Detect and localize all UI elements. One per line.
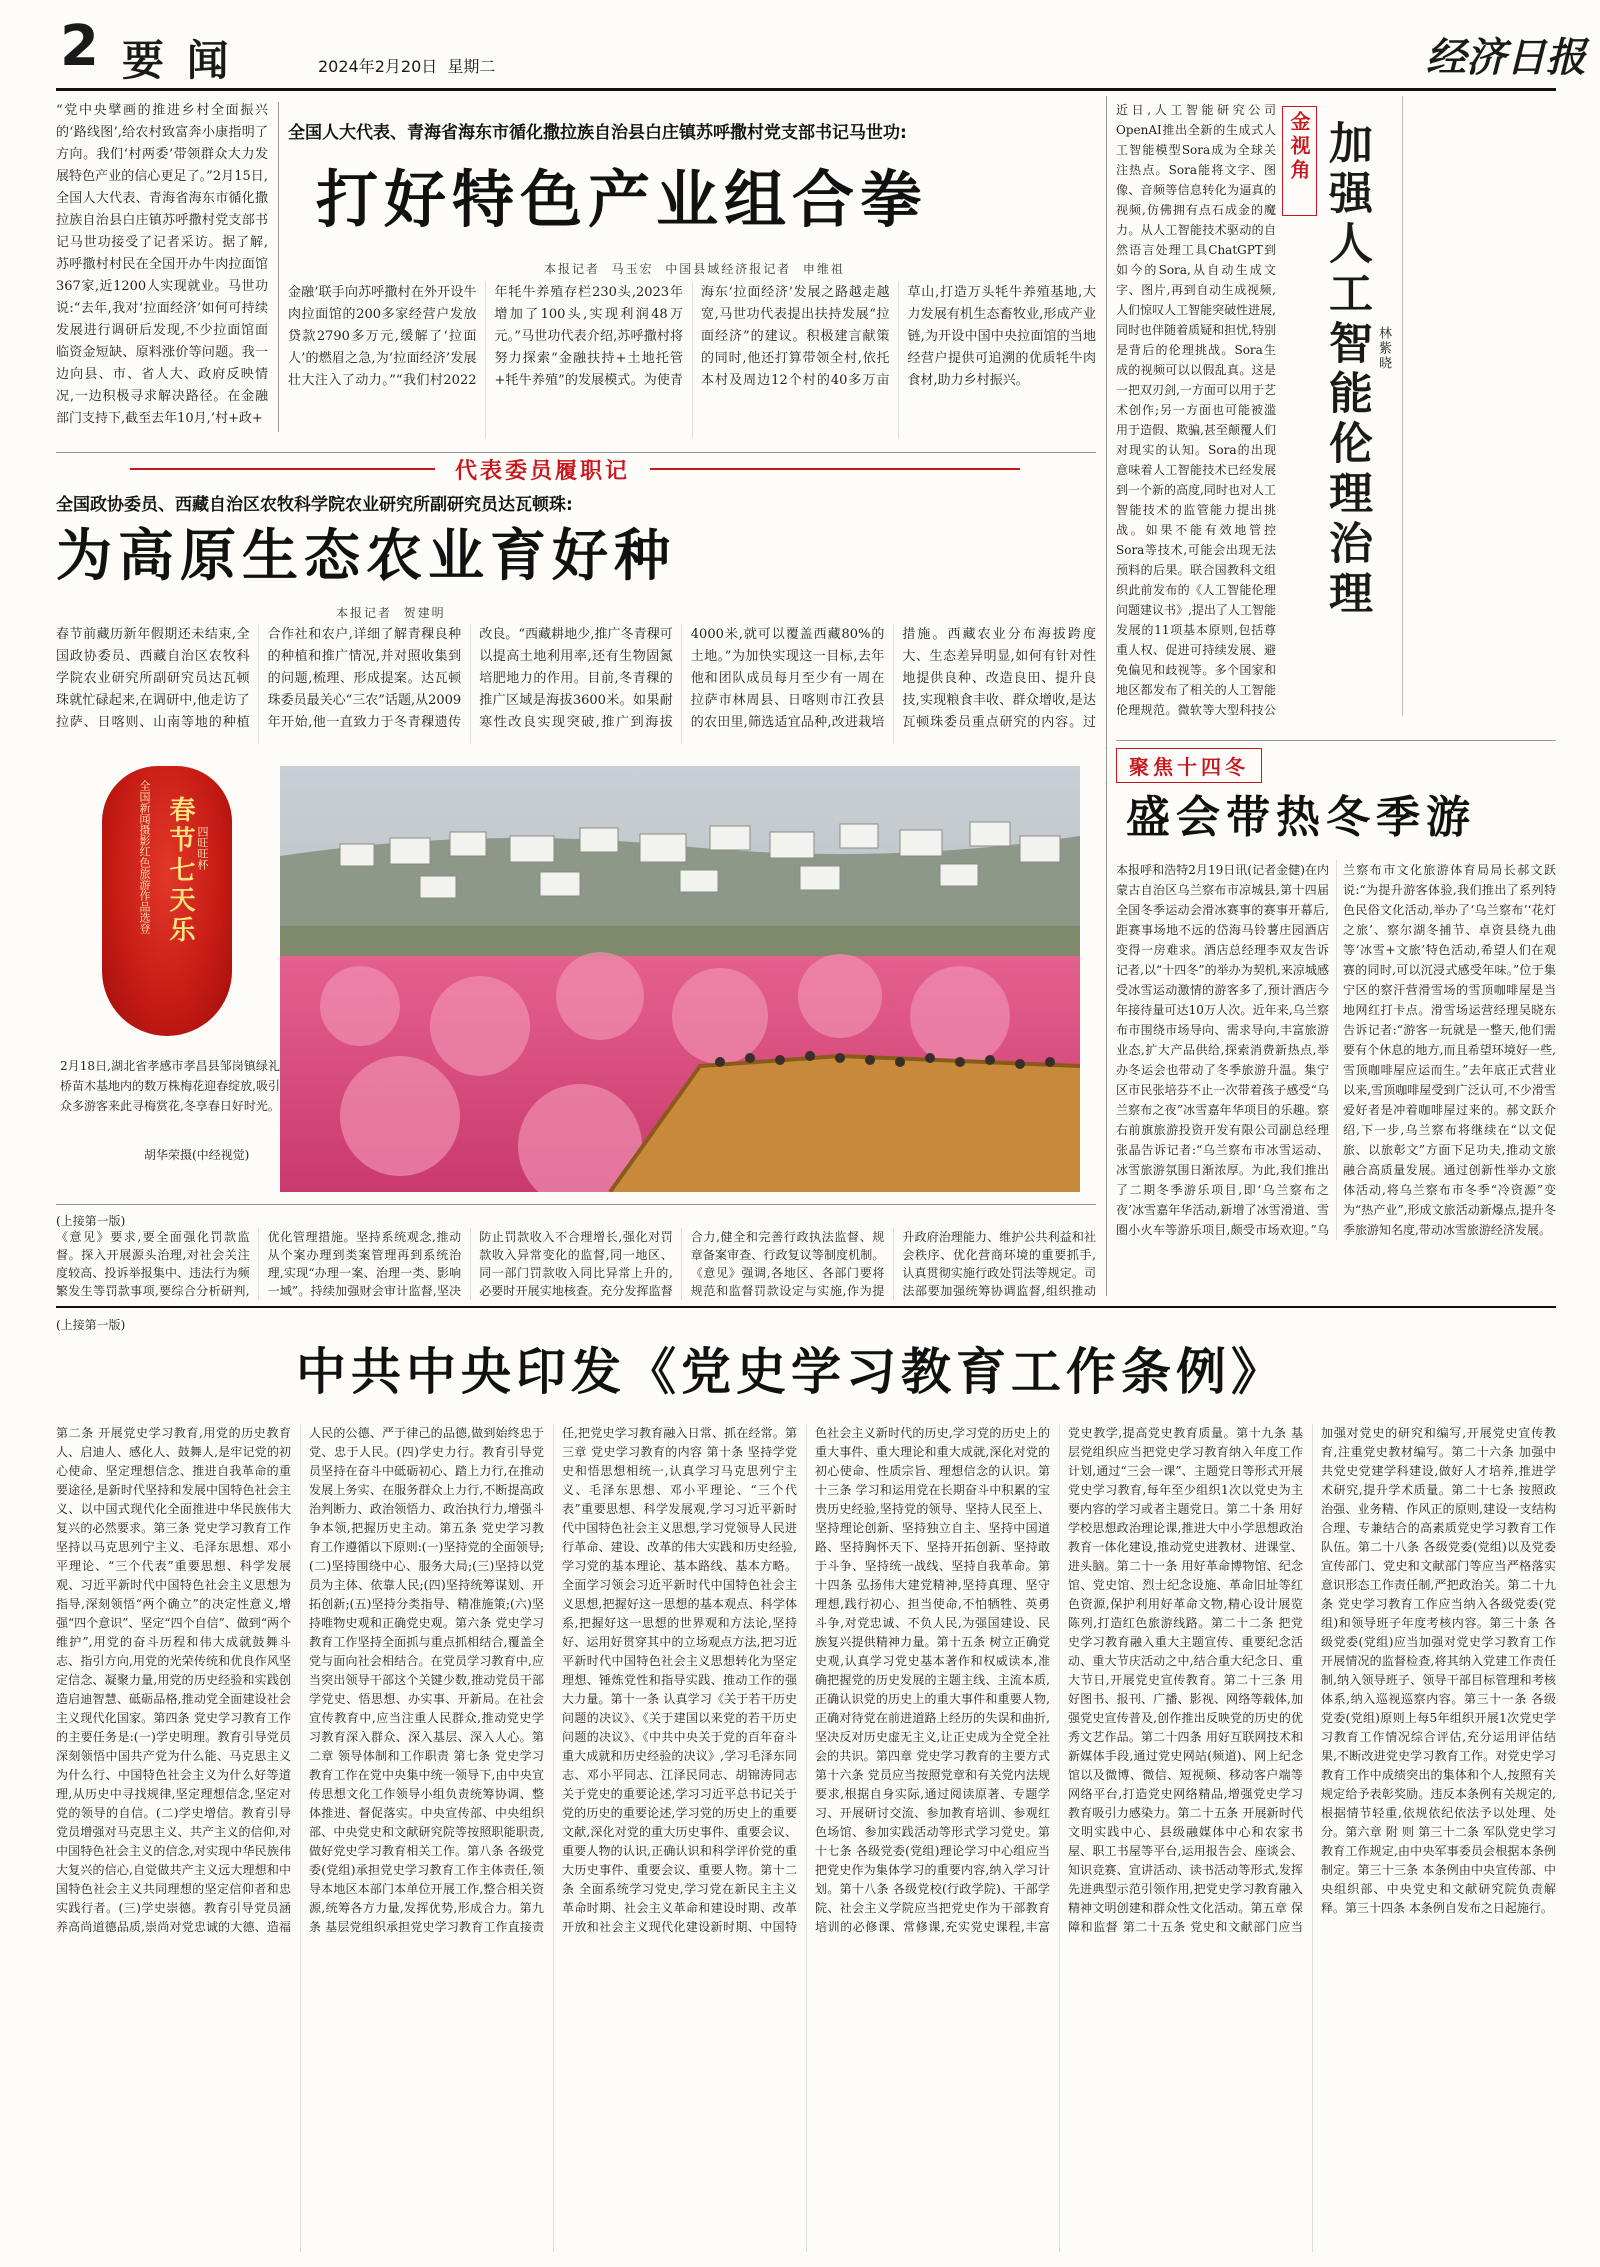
article1-lead: “党中央擘画的推进乡村全面振兴的‘路线图’,给农村致富奔小康指明了方向。我们‘村两委’带领群众大力发展特色产业的信心更足了。”2月15日,全国人大代表、青海省海东市循化撒拉族自治县白庄镇苏呼撒村党支部书记马世功接受了记者采访。据了解,苏呼撒村村民在全国开办牛肉拉面馆367家,近1200人实现就业。马世功说:“去年,我对‘拉面经济’如何可持续发展进行调研后发现,不少拉面馆面临资金短缺、原料涨价等问题。我一边向县、市、省人大、政府反映情况,一边积极寻求解决路径。在金融部门支持下,截至去年10月,‘村+政+ [56, 103, 268, 426]
article5-continued: (上接第一版) [56, 1318, 126, 1332]
article-fines-supervision [56, 1210, 1096, 1300]
opinion-label: 金视角 [1282, 106, 1317, 216]
article4-continued: (上接第一版) [56, 1214, 126, 1228]
paper-logo: 经济日报 [1426, 34, 1586, 81]
photo-side-sub2: 四旺旺杯 [196, 826, 209, 870]
photo-side-subtitle: 全国新闻摄影红色旅游作品选登 [138, 780, 151, 934]
article5-body: 第二条 开展党史学习教育,用党的历史教育人、启迪人、感化人、鼓舞人,是牢记党的初心使命、坚定理想信念、推进自我革命的重要途径,是新时代坚持和发展中国特色社会主义、以中国式现代化全面推进中华民族伟大复兴的必然要求。第三条 党史学习教育工作坚持以马克思列宁主义、毛泽东思想、邓小平理论、“三个代表”重要思想、科学发展观、习近平新时代中国特色社会主义思想为指导,深刻领悟“两个确立”的决定性意义,增强“四个意识”、坚定“四个自信”、做到“两个维护”,用党的奋斗历程和伟大成就鼓舞斗志、指引方向,用党的光荣传统和优良作风坚定信念、凝聚力量,用党的历史经验和实践创造启迪智慧、砥砺品格,推动党全面建设社会主义现代化国家。第四条 党史学习教育工作的主要任务是:(一)学史明理。教育引导党员深刻领悟中国共产党为什么能、马克思主义为什么行、中国特色社会主义为什么好等道理,从历史中寻找规律,坚定理想信念,坚定对党的领导的自信。(二)学史增信。教育引导党员增强对马克思主义、共产主义的信仰,对中国特色社会主义的信念,对实现中华民族伟大复兴的信心,自觉做共产主义远大理想和中国特色社会主义共同理想的坚定信仰者和忠实践行者。(三)学史崇德。教育引导党员涵养高尚道德品质,崇尚对党忠诚的大德、造福人民的公德、严于律己的品德,做到始终忠于党、忠于人民。(四)学史力行。教育引导党员坚持在奋斗中砥砺初心、踏上力行,在推动发展上务实、在服务群众上力行,不断提高政治判断力、政治领悟力、政治执行力,增强斗争本领,把握历史主动。第五条 党史学习教育工作遵循以下原则:(一)坚持党的全面领导;(二)坚持围绕中心、服务大局;(三)坚持以党员为主体、依靠人民;(四)坚持统筹谋划、开拓创新;(五)坚持分类指导、精准施策;(六)坚持唯物史观和正确党史观。第六条 党史学习教育工作坚持全面抓与重点抓相结合,覆盖全党与面向社会相结合。在党员学习教育中,应当突出领导干部这个关键少数,推动党员干部学党史、悟思想、办实事、开新局。在社会宣传教育中,应当注重人民群众,推动党史学习教育深入群众、深入基层、深入人心。第二章 领导体制和工作职责 第七条 党史学习教育工作在党中央集中统一领导下,由中央宣传思想文化工作领导小组负责统筹协调、整体推进、督促落实。中央宣传部、中央组织部、中央党史和文献研究院等按照职能职责,做好党史学习教育相关工作。第八条 各级党委(党组)承担党史学习教育工作主体责任,领导本地区本部门本单位开展工作,整合相关资源,统筹各方力量,发挥优势,形成合力。第九条 基层党组织承担党史学习教育工作直接责任,把党史学习教育融入日常、抓在经常。第三章 党史学习教育的内容 第十条 坚持学党史和悟思想相统一,认真学习马克思列宁主义、毛泽东思想、邓小平理论、“三个代表”重要思想、科学发展观,学习习近平新时代中国特色社会主义思想,学习党领导人民进行革命、建设、改革的伟大实践和历史经验,学习党的基本理论、基本路线、基本方略。全面学习领会习近平新时代中国特色社会主义思想,把握好这一思想的基本观点、科学体系,把握好这一思想的世界观和方法论,坚持好、运用好贯穿其中的立场观点方法,把习近平新时代中国特色社会主义思想转化为坚定理想、锤炼党性和指导实践、推动工作的强大力量。第十一条 认真学习《关于若干历史问题的决议》、《关于建国以来党的若干历史问题的决议》、《中共中央关于党的百年奋斗重大成就和历史经验的决议》,学习毛泽东同志、邓小平同志、江泽民同志、胡锦涛同志关于党史的重要论述,学习习近平总书记关于党的历史的重要论述,学习党的历史上的重要文献,深化对党的重大历史事件、重要会议、重要人物的认识,正确认识和科学评价党的重大历史事件、重要会议、重要人物。第十二条 全面系统学习党史,学习党在新民主主义革命时期、社会主义革命和建设时期、改革开放和社会主义现代化建设新时期、中国特色社会主义新时代的历史,学习党的历史上的重大事件、重大理论和重大成就,深化对党的初心使命、性质宗旨、理想信念的认识。第十三条 学习和运用党在长期奋斗中积累的宝贵历史经验,坚持党的领导、坚持人民至上、坚持理论创新、坚持独立自主、坚持中国道路、坚持胸怀天下、坚持开拓创新、坚持敢于斗争、坚持统一战线、坚持自我革命。第十四条 弘扬伟大建党精神,坚持真理、坚守理想,践行初心、担当使命,不怕牺牲、英勇斗争,对党忠诚、不负人民,为强国建设、民族复兴提供精神力量。第十五条 树立正确党史观,认真学习党史基本著作和权威读本,准确把握党的历史发展的主题主线、主流本质,正确认识党的历史上的重大事件和重要人物,正确对待党在前进道路上经历的失误和曲折,坚决反对历史虚无主义,让正史成为全党全社会的共识。第四章 党史学习教育的主要方式 第十六条 党员应当按照党章和有关党内法规要求,根据自身实际,通过阅读原著、专题学习、开展研讨交流、参加教育培训、参观红色场馆、参加实践活动等形式学习党史。第十七条 各级党委(党组)理论学习中心组应当把党史作为集体学习的重要内容,纳入学习计划。第十八条 各级党校(行政学院)、干部学院、社会主义学院应当把党史作为干部教育培训的必修课、常修课,充实党史课程,丰富党史教学,提高党史教育质量。第十九条 基层党组织应当把党史学习教育纳入年度工作计划,通过“三会一课”、主题党日等形式开展党史学习教育,每年至少组织1次以党史为主要内容的学习或者主题党日。第二十条 用好学校思想政治理论课,推进大中小学思想政治教育一体化建设,推动党史进教材、进课堂、进头脑。第二十一条 用好革命博物馆、纪念馆、党史馆、烈士纪念设施、革命旧址等红色资源,保护利用好革命文物,精心设计展览陈列,打造红色旅游线路。第二十二条 把党史学习教育融入重大主题宣传、重要纪念活动、重大节庆活动之中,结合重大纪念日、重大节日,开展党史宣传教育。第二十三条 用好图书、报刊、广播、影视、网络等载体,加强党史宣传普及,创作推出反映党的历史的优秀文艺作品。第二十四条 用好互联网技术和新媒体手段,通过党史网站(频道)、网上纪念馆以及微博、微信、短视频、移动客户端等网络平台,打造党史网络精品,增强党史学习教育吸引力感染力。第二十五条 开展新时代文明实践中心、县级融媒体中心和农家书屋、职工书屋等平台,运用报告会、座谈会、知识竞赛、宣讲活动、读书活动等形式,发挥先进典型示范引领作用,把党史学习教育融入精神文明创建和群众性文化活动。第五章 保障和监督 第二十五条 党史和文献部门应当加强对党史的研究和编写,开展党史宣传教育,注重党史教材编写。第二十六条 加强中共党史党建学科建设,做好人才培养,推进学术研究,提升学术质量。第二十七条 按照政治强、业务精、作风正的原则,建设一支结构合理、专兼结合的高素质党史学习教育工作队伍。第二十八条 各级党委(党组)以及党委宣传部门、党史和文献部门等应当严格落实意识形态工作责任制,严把政治关。第二十九条 党史学习教育工作应当纳入各级党委(党组)和领导班子年度考核内容。第三十条 各级党委(党组)应当加强对党史学习教育工作开展情况的监督检查,将其纳入党建工作责任制,纳入领导班子、领导干部目标管理和考核体系,纳入巡视巡察内容。第三十一条 各级党委(党组)原则上每5年组织开展1次党史学习教育工作情况综合评估,充分运用评估结果,不断改进党史学习教育工作。对党史学习教育工作中成绩突出的集体和个人,按照有关规定给予表彰奖励。违反本条例有关规定的,根据情节轻重,依规依纪依法予以处理、处分。第六章 附 则 第三十二条 军队党史学习教育工作规定,由中央军事委员会根据本条例制定。第三十三条 本条例由中央宣传部、中央组织部、中央党史和文献研究院负责解释。第三十四条 本条例自发布之日起施行。 [56, 1426, 1556, 1934]
photo-side-title: 春节七天乐 [165, 796, 195, 946]
photo-caption: 2月18日,湖北省孝感市孝昌县邹岗镇绿礼桥苗木基地内的数万株梅花迎春绽放,吸引众多游客来此寻梅赏花,冬享春日好时光。 [60, 1059, 280, 1113]
opinion-body: 近日,人工智能研究公司OpenAI推出全新的生成式人工智能模型Sora成为全球关注热点。Sora能将文字、图像、音频等信息转化为逼真的视频,仿佛拥有点石成金的魔力。从人工智能技术驱动的自然语言处理工具ChatGPT到如今的Sora,从自动生成文字、图片,再到自动生成视频,人们惊叹人工智能突破性进展,同时也伴随着质疑和担忧,特别是背后的伦理挑战。Sora生成的视频可以以假乱真。这是一把双刃剑,一方面可以用于艺术创作;另一方面也可能被滥用于造假、欺骗,甚至颠覆人们对现实的认知。Sora的出现意味着人工智能技术已经发展到一个新的高度,同时也对人工智能技术的监管能力提出挑战。如果不能有效地管控Sora等技术,可能会出现无法预料的后果。联合国教科文组织此前发布的《人工智能伦理问题建议书》,提出了人工智能发展的11项基本原则,包括尊重人权、促进可持续发展、避免偏见和歧视等。多个国家和地区都发布了相关的人工智能伦理规范。微软等大型科技公 [1116, 103, 1276, 717]
article-ma-shigong [56, 96, 1096, 446]
article1-byline: 本报记者 马玉宏 中国县域经济报记者 申维祖 [544, 262, 845, 276]
article-winter-tourism [1116, 748, 1556, 1248]
article5-title: 中共中央印发《党史学习教育工作条例》 [296, 1343, 1286, 1401]
article2-kicker: 全国政协委员、西藏自治区农牧科学院农业研究所副研究员达瓦顿珠: [56, 495, 573, 515]
article1-kicker: 全国人大代表、青海省海东市循化撒拉族自治县白庄镇苏呼撒村党支部书记马世功: [288, 123, 907, 143]
article1-body: 金融’联手向苏呼撒村在外开设牛肉拉面馆的200多家经营户发放贷款2790多万元,缓解了‘拉面人’的燃眉之急,为‘拉面经济’发展壮大注入了动力。”“我们村2022年牦牛养殖存栏230头,2023年增加了100头,实现利润48万元。”马世功代表介绍,苏呼撒村将努力探索“金融扶持+土地托管+牦牛养殖”的发展模式。为使青海东‘拉面经济’发展之路越走越宽,马世功代表提出扶持发展“拉面经济”的建议。积极建言献策的同时,他还打算带领全村,依托本村及周边12个村的40多万亩草山,打造万头牦牛养殖基地,大力发展有机生态畜牧业,形成产业链,为开设中国中央拉面馆的当地经营户提供可追溯的优质牦牛肉食材,助力乡村振兴。 [288, 285, 1096, 388]
opinion-column [1116, 96, 1556, 736]
page-number: 2 [60, 14, 99, 79]
photo-credit: 胡华荣摄(中经视觉) [144, 1148, 250, 1162]
plum-blossom-photo [280, 766, 1080, 1192]
article4-body: 《意见》要求,要全面强化罚款监督。探入开展源头治理,对社会关注度较高、投诉举报集中、违法行为频繁发生等罚款事项,要综合分析研判,优化管理措施。坚持系统观念,推动从个案办理到类案管理再到系统治理,实现“办理一案、治理一类、影响一域”。持续加强财会审计监督,坚决防止罚款收入不合理增长,强化对罚款收入异常变化的监督,同一地区、同一部门罚款收入同比异常上升的,必要时开展实地核查。充分发挥监督合力,健全和完善行政执法监督、规章备案审查、行政复议等制度机制。《意见》强调,各地区、各部门要将规范和监督罚款设定与实施,作为提升政府治理能力、维护公共利益和社会秩序、优化营商环境的重要抓手,认真贯彻实施行政处罚法等规定。司法部要加强统筹协调监督,组织推动 [56, 1230, 1096, 1298]
masthead-rule [56, 88, 1556, 91]
section-label: 代表委员履职记 [435, 454, 650, 485]
article-dawa-dunzhu [56, 490, 1096, 750]
article2-title: 为高原生态农业育好种 [56, 524, 676, 589]
article1-title: 打好特色产业组合拳 [316, 163, 929, 236]
opinion-author: 林紫晓 [1376, 326, 1391, 371]
photo-image [280, 766, 1080, 1192]
photo-sidebar [60, 766, 280, 1186]
article2-byline: 本报记者 贺建明 [336, 606, 446, 620]
article-party-history [56, 1314, 1556, 2254]
article3-column-label: 聚焦十四冬 [1116, 748, 1262, 783]
opinion-title: 加强人工智能伦理治理 [1321, 120, 1372, 620]
article3-body: 本报呼和浩特2月19日讯(记者金健)在内蒙古自治区乌兰察布市凉城县,第十四届全国冬季运动会滑冰赛事的赛事开幕后,距赛事场地不远的岱海马铃薯庄园酒店变得一房难求。酒店总经理李双友告诉记者,以“十四冬”的举办为契机,来凉城感受冰雪运动激情的游客多了,预计酒店今年接待量可达10万人次。近年来,乌兰察布市围绕市场导向、需求导向,丰富旅游业态,扩大产品供给,探索消费新热点,举办冬运会也带动了冬季旅游升温。集宁区市民张培芬不止一次带着孩子感受“乌兰察布之夜”冰雪嘉年华项目的乐趣。察右前旗旅游投资开发有限公司副总经理张晶告诉记者:“乌兰察布市冰雪运动、冰雪旅游氛围日渐浓厚。为此,我们推出了二期冬季游乐项目,即‘乌兰察布之夜’冰雪嘉年华活动,新增了冰雪滑道、雪圈小火车等游乐项目,颇受市场欢迎。”乌兰察布市文化旅游体育局局长郝文跃说:“为提升游客体验,我们推出了系列特色民俗文化活动,举办了‘乌兰察布’‘花灯之旅’、察尔湖冬捕节、卓资县绕九曲等‘冰雪+文旅’特色活动,希望人们在观赛的同时,可以沉浸式感受年味。”位于集宁区的察汗营滑雪场的雪顶咖啡屋是当地网红打卡点。滑雪场运营经理吴晓东告诉记者:“游客一玩就是一整天,他们需要有个休息的地方,而且希望环境好一些,雪顶咖啡屋应运而生。”去年底正式营业以来,雪顶咖啡屋受到广泛认可,不少滑雪爱好者是冲着咖啡屋过来的。郝文跃介绍,下一步,乌兰察布将继续在“以文促旅、以旅彰文”方面下足功夫,推动文旅融合高质量发展。通过创新性举办文旅体活动,将乌兰察布市冬季“冷资源”变为“热产业”,形成文旅活动新爆点,提升冬季旅游知名度,带动冰雪旅游经济发展。 [1116, 863, 1556, 1237]
section-title: 要 闻 [122, 36, 233, 85]
article3-title: 盛会带热冬季游 [1126, 792, 1476, 843]
issue-date: 2024年2月20日 星期二 [318, 57, 496, 76]
article2-body: 春节前藏历新年假期还未结束,全国政协委员、西藏自治区农牧科学院农业研究所副研究员达瓦顿珠就忙碌起来,在调研中,他走访了拉萨、日喀则、山南等地的种植合作社和农户,详细了解青稞良种的种植和推广情况,并对照收集到的问题,梳理、形成提案。达瓦顿珠委员最关心“三农”话题,从2009年开始,他一直致力于冬青稞遗传改良。“西藏耕地少,推广冬青稞可以提高土地利用率,还有生物固氮培肥地力的作用。目前,冬青稞的推广区域是海拔3600米。如果耐寒性改良实现突破,推广到海拔4000米,就可以覆盖西藏80%的土地。”为加快实现这一目标,去年他和团队成员每月至少有一周在拉萨市林周县、日喀则市江孜县的农田里,筛选适宜品种,改进栽培措施。西藏农业分布海拔跨度大、生态差异明显,如何有针对性地提供良种、改造良田、提升良技,实现粮食丰收、群众增收,是达瓦顿珠委员重点研究的内容。过 [56, 627, 1096, 730]
section-label-bar [130, 454, 1020, 484]
